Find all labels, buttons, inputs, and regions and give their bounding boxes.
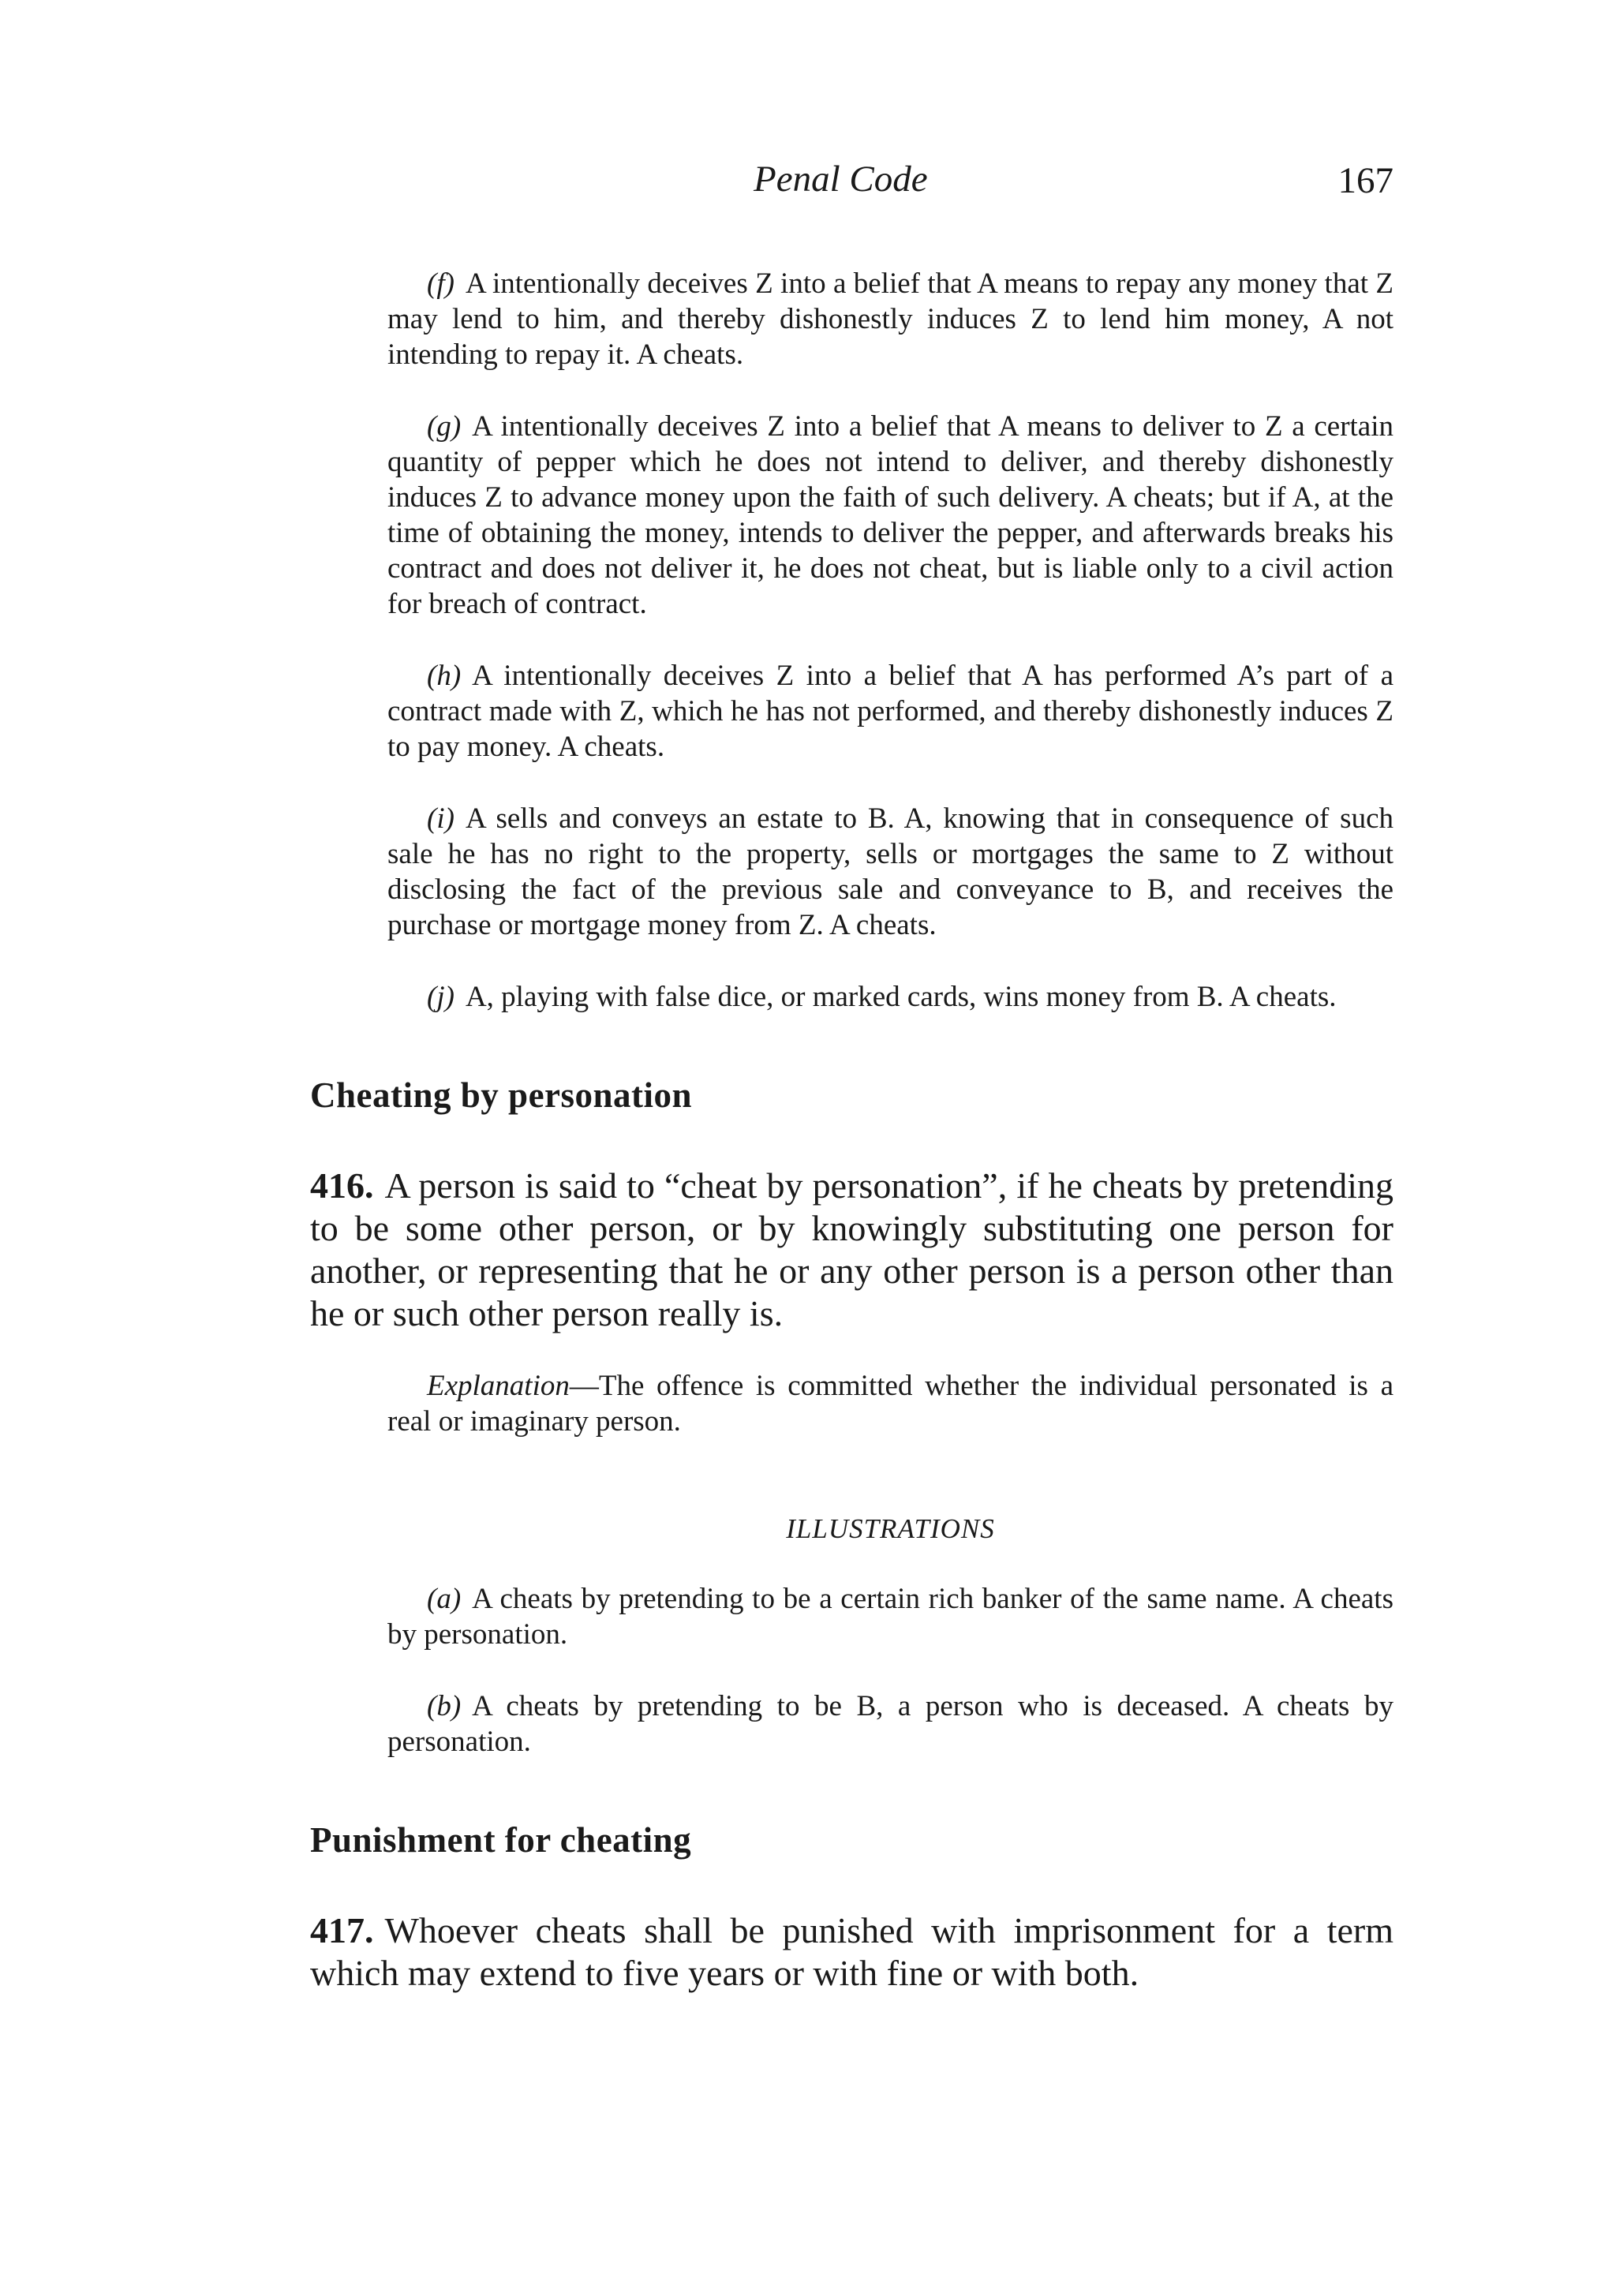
illustration-text: A sells and conveys an estate to B. A, knowing that in consequence of such sale he has no right to the property, sells or mortgages the same to Z without disclosing the fact of the previous sale and conveyance to B, and receives the purchase or mortgage money from Z. A cheats. [387,802,1393,941]
explanation-text: —The offence is committed whether the individual personated is a real or imaginary person. [387,1370,1393,1438]
illustration-label: (i) [427,802,454,835]
illustration-i [387,801,1393,943]
section-416 [310,1165,1393,1335]
illustration-text: A cheats by pretending to be a certain rich banker of the same name. A cheats by personation. [387,1583,1393,1651]
section-number: 416. [310,1165,374,1206]
illustration-416-b [387,1688,1393,1759]
illustration-label: (a) [427,1583,462,1615]
running-title: Penal Code [754,159,928,200]
illustration-g [387,409,1393,622]
running-header [0,158,1616,205]
illustration-h [387,658,1393,765]
illustration-text: A intentionally deceives Z into a belief that A has performed A’s part of a contract made with Z, which he has not performed, and thereby dishonestly induces Z to pay money. A cheats. [387,660,1393,763]
illustration-text: A intentionally deceives Z into a belief that A means to deliver to Z a certain quantity of pepper which he does not intend to deliver, and thereby dishonestly induces Z to advance money upon the faith of such delivery. A cheats; but if A, at the time of obtaining the money, intends to deliver the pepper, and afterwards breaks his contract and does not deliver it, he does not cheat, but is liable only to a civil action for breach of contract. [387,410,1393,620]
illustration-label: (g) [427,410,462,443]
section-number: 417. [310,1910,374,1950]
page-body [310,237,1393,2028]
explanation [387,1368,1393,1439]
section-heading-416: Cheating by personation [310,1075,693,1115]
illustration-label: (h) [427,660,462,692]
illustration-text: A cheats by pretending to be B, a person who is deceased. A cheats by personation. [387,1690,1393,1758]
section-text: A person is said to “cheat by personation”, if he cheats by pretending to be some other person, or by knowingly substituting one person for another, or representing that he or any other person is a person other than he or such other person really is. [310,1165,1393,1333]
section-heading-417: Punishment for cheating [310,1820,692,1860]
illustration-label: (b) [427,1690,462,1722]
illustration-label: (f) [427,267,454,300]
illustration-f [387,266,1393,372]
page-number: 167 [1337,160,1393,201]
illustration-text: A intentionally deceives Z into a belief that A means to repay any money that Z may lend to him, and thereby dishonestly induces Z to lend him money, A not intending to repay it. A cheats. [387,267,1393,371]
section-417 [310,1909,1393,1995]
section-text: Whoever cheats shall be punished with imprisonment for a term which may extend to five years or with fine or with both. [310,1910,1393,1993]
explanation-label: Explanation [427,1370,570,1402]
illustration-416-a [387,1581,1393,1652]
illustration-j [387,979,1393,1015]
illustration-text: A, playing with false dice, or marked cards, wins money from B. A cheats. [465,981,1337,1013]
illustration-label: (j) [427,981,454,1013]
illustrations-heading: ILLUSTRATIONS [786,1513,995,1544]
